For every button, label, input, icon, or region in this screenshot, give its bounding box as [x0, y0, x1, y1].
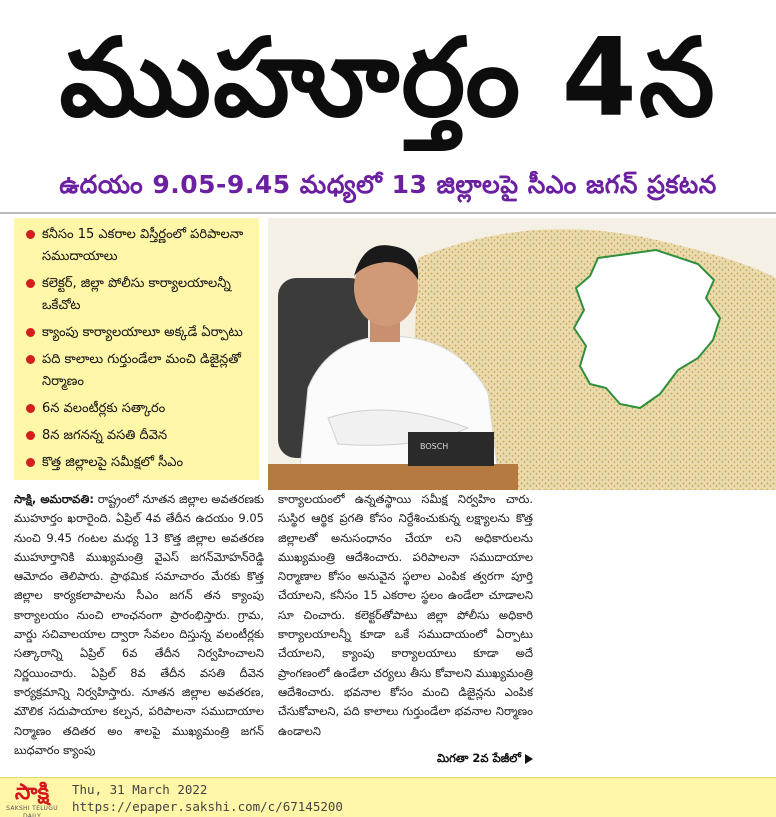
article-column-2 [278, 490, 533, 741]
highlight-item: కొత్త జిల్లాలపై సమీక్షలో సీఎం [26, 452, 253, 474]
desk [268, 464, 518, 490]
photo-illustration [268, 218, 776, 490]
bullet-icon [26, 404, 35, 413]
footer-bar [0, 777, 776, 817]
logo-subtitle: SAKSHI TELUGU DAILY [6, 805, 58, 817]
subheadline: ఉదయం 9.05-9.45 మధ్యలో 13 జిల్లాలపై సీఎం జగన్ ప్రకటన [59, 170, 717, 199]
bullet-icon [26, 355, 35, 364]
highlights-box [14, 218, 259, 480]
continued-label: మిగతా 2వ పేజీలో [436, 751, 521, 765]
arrow-right-icon [525, 754, 533, 764]
news-photo [268, 218, 776, 490]
edition-date: Thu, 31 March 2022 [72, 782, 208, 797]
highlight-item: కనీసం 15 ఎకరాల విస్తీర్ణంలో పరిపాలనా సముదాయాలు [26, 224, 253, 268]
bullet-icon [26, 279, 35, 288]
article-column-1 [14, 490, 264, 760]
nameplate-text: BOSCH [420, 442, 449, 451]
headline: ముహూర్తం 4న [59, 16, 717, 141]
dateline: సాక్షి, అమరావతి: [14, 492, 94, 506]
highlight-item: కలెక్టర్, జిల్లా పోలీసు కార్యాలయాలన్నీ ఒకేచోట [26, 273, 253, 317]
highlights-list [26, 224, 253, 474]
bullet-icon [26, 328, 35, 337]
highlight-item: క్యాంపు కార్యాలయాలూ అక్కడే ఏర్పాటు [26, 322, 253, 344]
divider [0, 212, 776, 214]
bullet-icon [26, 230, 35, 239]
logo-text: సాక్షి [14, 780, 50, 805]
article-text: కార్యాలయంలో ఉన్నతస్థాయి సమీక్ష నిర్వహిం చారు. సుస్థిర ఆర్థిక ప్రగతి కోసం నిర్దేశించుకున్న లక్ష్యాలను కొత్త జిల్లాలతో అనుసంధానం చేయా లని అధికారులను ముఖ్యమంత్రి ఆదేశించారు. పరిపాలనా సముదాయాల నిర్మాణాల కోసం అనువైన స్థలాల ఎంపిక త్వరగా పూర్తి చేయాలని, కనీసం 15 ఎకరాల స్థలం ఉండేలా చూడాలని సూ చించారు. కలెక్టర్‌తోపాటు జిల్లా పోలీసు అధికారి కార్యాలయాలన్నీ కూడా ఒకే సముదాయంలో ఏర్పాటు చేయాలని, క్యాంపు కార్యాలయాలు కూడా అదే ప్రాంగణంలో ఉండేలా చర్యలు తీసు కోవాలని ముఖ్యమంత్రి ఆదేశించారు. భవనాల కోసం మంచి డిజైన్లను ఎంపిక చేసుకోవాలని, పది కాలాలు గుర్తుండేలా భవనాల నిర్మాణం ఉండాలని [278, 492, 533, 738]
article-text: రాష్ట్రంలో నూతన జిల్లాల అవతరణకు ముహూర్తం ఖరారైంది. ఏప్రిల్ 4వ తేదీన ఉదయం 9.05 నుంచి 9.45 గంటల మధ్య 13 కొత్త జిల్లాల అవతరణ ముహూర్తానికి ముఖ్యమంత్రి వైఎస్ జగన్‌మోహన్‌రెడ్డి ఆమోదం తెలిపారు. ప్రాథమిక సమాచారం మేరకు కొత్త జిల్లాల కార్యకలాపాలను సీఎం జగన్ తన క్యాంపు కార్యాలయం నుంచి లాంఛనంగా ప్రారంభిస్తారు. గ్రామ, వార్డు సచివాలయాల ద్వారా సేవలం దిస్తున్న వలంటీర్లకు సత్కారాన్ని ఏప్రిల్ 6వ తేదీన నిర్వహించాలని నిర్ణయించారు. ఏప్రిల్ 8వ తేదీన వసతి దీవెన కార్యక్రమాన్ని నిర్వహిస్తారు. నూతన జిల్లాల అవతరణ, మౌలిక సదుపాయాల కల్పన, పరిపాలనా సముదాయాల నిర్మాణం తదితర అం శాలపై ముఖ్యమంత్రి జగన్ బుధవారం క్యాంపు [14, 492, 265, 757]
sakshi-logo [2, 781, 62, 815]
bullet-icon [26, 431, 35, 440]
highlight-item: పది కాలాలు గుర్తుండేలా మంచి డిజైన్లతో నిర్మాణం [26, 349, 253, 393]
highlight-item: 6న వలంటీర్లకు సత్కారం [26, 398, 253, 420]
footer-meta [72, 781, 343, 815]
bullet-icon [26, 458, 35, 467]
source-url[interactable]: https://epaper.sakshi.com/c/67145200 [72, 799, 343, 814]
highlight-item: 8న జగనన్న వసతి దీవెన [26, 425, 253, 447]
continued-note [400, 751, 533, 768]
